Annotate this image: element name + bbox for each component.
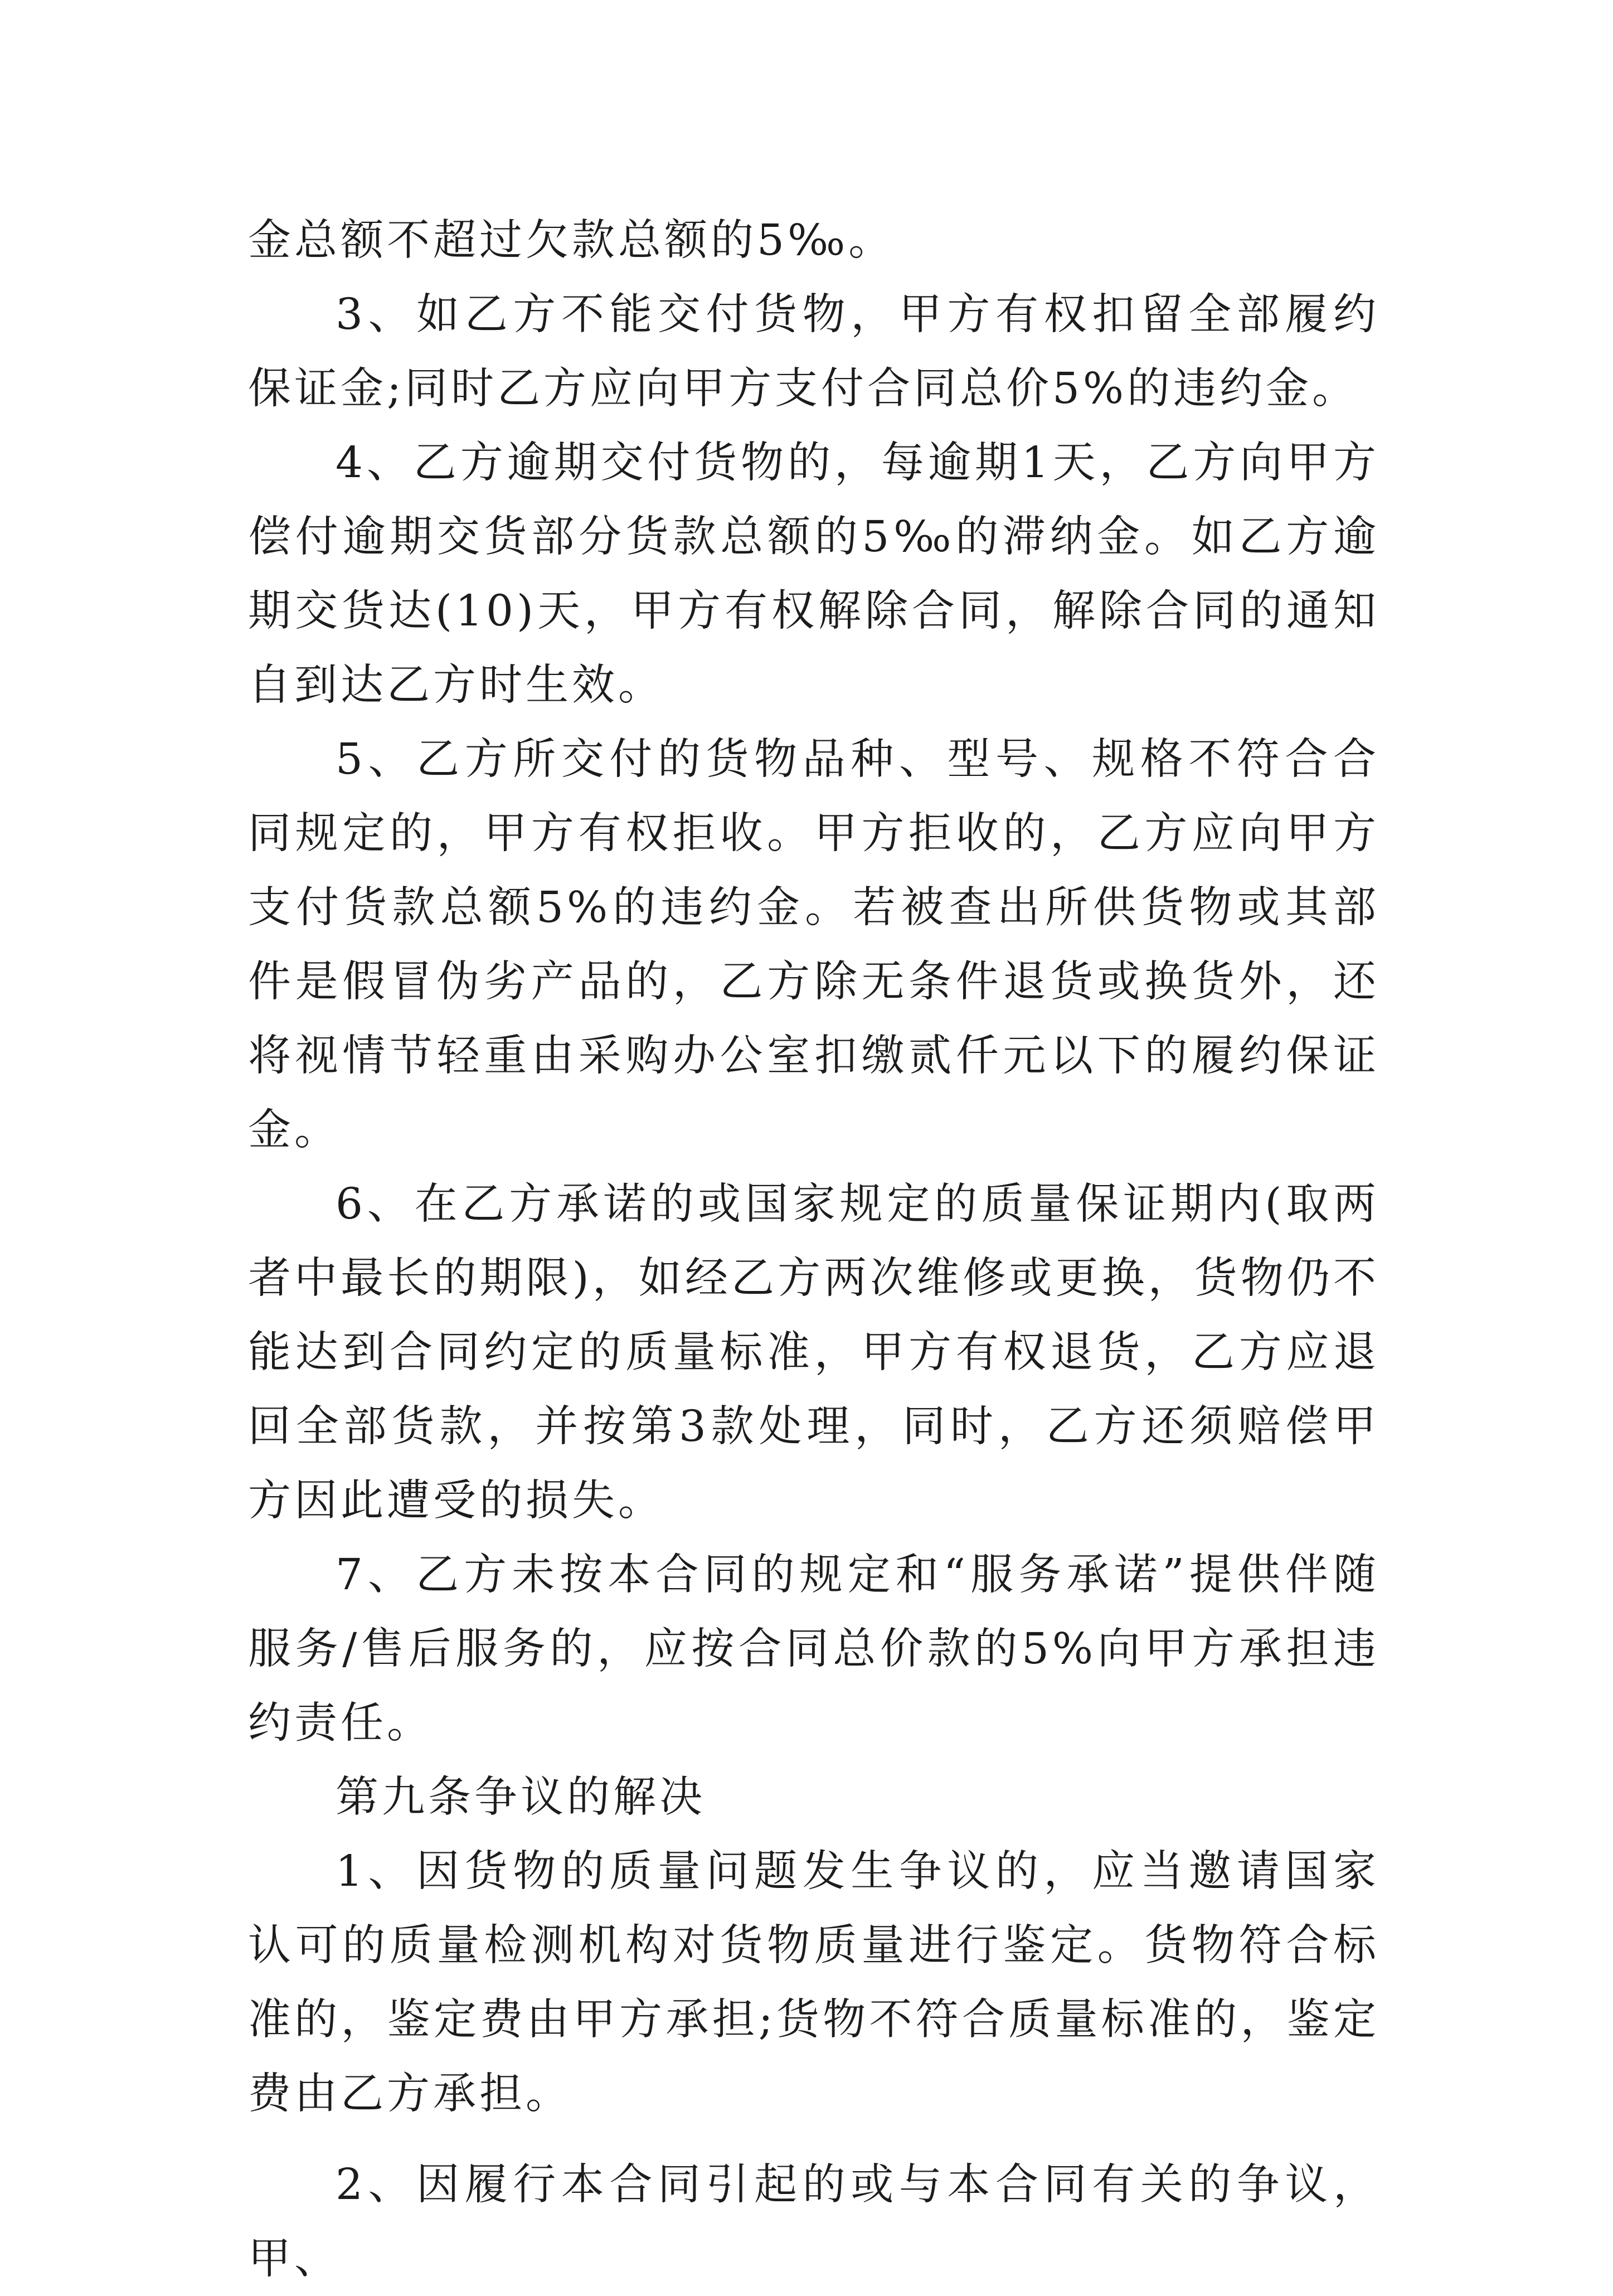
document-body bbox=[248, 203, 1379, 2296]
paragraph-clause-7: 7、乙方未按本合同的规定和“服务承诺”提供伴随服务/售后服务的，应按合同总价款的5%向甲方承担违约责任。 bbox=[248, 1550, 1379, 1748]
paragraph-dispute-1: 1、因货物的质量问题发生争议的，应当邀请国家认可的质量检测机构对货物质量进行鉴定。货物符合标准的，鉴定费由甲方承担;货物不符合质量标准的，鉴定费由乙方承担。 bbox=[248, 1847, 1379, 2119]
section-heading-article-9: 第九条争议的解决 bbox=[336, 1773, 706, 1822]
paragraph-clause-5: 5、乙方所交付的货物品种、型号、规格不符合合同规定的，甲方有权拒收。甲方拒收的，乙方应向甲方支付货款总额5%的违约金。若被查出所供货物或其部件是假冒伪劣产品的，乙方除无条件退货或换货外，还将视情节轻重由采购办公室扣缴贰仟元以下的履约保证金。 bbox=[248, 735, 1379, 1155]
paragraph-clause-4: 4、乙方逾期交付货物的，每逾期1天，乙方向甲方偿付逾期交货部分货款总额的5‰的滞纳金。如乙方逾期交货达(10)天，甲方有权解除合同，解除合同的通知自到达乙方时生效。 bbox=[248, 438, 1379, 710]
paragraph-dispute-2: 2、因履行本合同引起的或与本合同有关的争议，甲、 bbox=[248, 2160, 1379, 2284]
paragraph-continuation: 金总额不超过欠款总额的5‰。 bbox=[248, 216, 895, 265]
paragraph-clause-3: 3、如乙方不能交付货物，甲方有权扣留全部履约保证金;同时乙方应向甲方支付合同总价5%的违约金。 bbox=[248, 290, 1379, 414]
paragraph-clause-6: 6、在乙方承诺的或国家规定的质量保证期内(取两者中最长的期限)，如经乙方两次维修或更换，货物仍不能达到合同约定的质量标准，甲方有权退货，乙方应退回全部货款，并按第3款处理，同时，乙方还须赔偿甲方因此遭受的损失。 bbox=[248, 1179, 1379, 1526]
